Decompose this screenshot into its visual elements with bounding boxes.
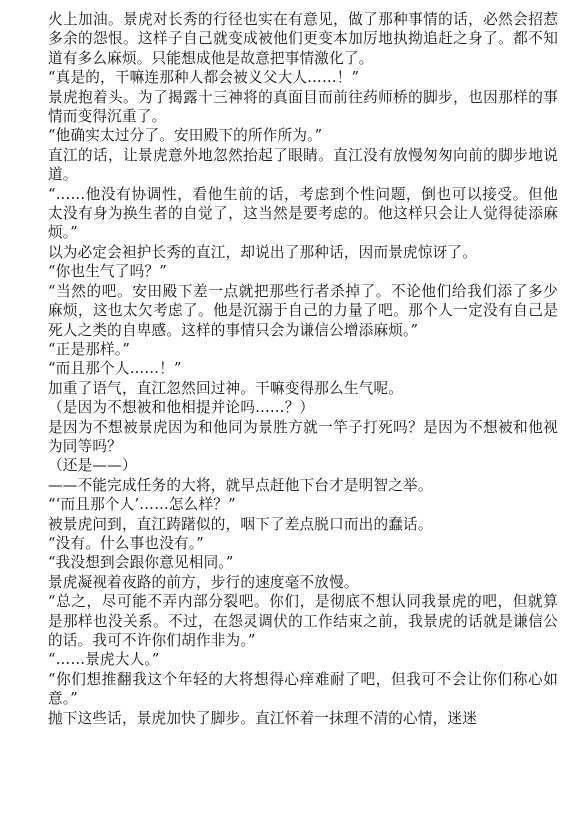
- paragraph-10: “正是那样。”: [48, 340, 130, 358]
- paragraph-2: “真是的，干嘛连那种人都会被义父大人……！”: [48, 69, 360, 87]
- paragraph-13: （是因为不想被和他相提并论吗……？）: [48, 399, 315, 417]
- paragraph-23: “……景虎大人。”: [48, 651, 160, 669]
- paragraph-12: 加重了语气，直江忽然回过神。干嘛变得那么生气呢。: [48, 379, 404, 397]
- paragraph-16: ——不能完成任务的大将，就早点赶他下台才是明智之举。: [48, 476, 433, 494]
- paragraph-6: “……他没有协调性，看他生前的话，考虑到个性问题，倒也可以接受。但他太没有身为换生者的自觉了，这当然是要考虑的。他这样只会让人觉得徒添麻烦。”: [48, 185, 558, 242]
- paragraph-8: “你也生气了吗？”: [48, 263, 167, 281]
- document-page: [48, 10, 558, 728]
- paragraph-20: “我没想到会跟你意见相同。”: [48, 554, 234, 572]
- paragraph-17: “‘而且那个人’……怎么样？”: [48, 496, 236, 514]
- paragraph-9: “当然的吧。安田殿下差一点就把那些行者杀掉了。不论他们给我们添了多少麻烦，这也太欠考虑了。他是沉溺于自己的力量了吧。那个人一定没有自己是死人之类的自卑感。这样的事情只会为谦信公增添麻烦。”: [48, 282, 558, 339]
- paragraph-11: “而且那个人……！”: [48, 360, 182, 378]
- paragraph-14: 是因为不想被景虎因为和他同为景胜方就一竿子打死吗？是因为不想被和他视为同等吗？: [48, 418, 558, 455]
- paragraph-3: 景虎抱着头。为了揭露十三神将的真面目而前往药师桥的脚步，也因那样的事情而变得沉重了。: [48, 88, 558, 126]
- paragraph-7: 以为必定会袒护长秀的直江，却说出了那种话，因而景虎惊讶了。: [48, 243, 478, 261]
- paragraph-25: 抛下这些话，景虎加快了脚步。直江怀着一抹理不清的心情，迷迷: [48, 709, 478, 727]
- paragraph-21: 景虎凝视着夜路的前方，步行的速度毫不放慢。: [48, 573, 359, 591]
- paragraph-1: 火上加油。景虎对长秀的行径也实在有意见，做了那种事情的话，必然会招惹多余的怨恨。这样子自己就变成被他们更变本加厉地执拗追赶之身了。都不知道有多么麻烦。只能想成他是故意把事情激化了。: [48, 11, 558, 67]
- paragraph-5: 直江的话，让景虎意外地忽然抬起了眼睛。直江没有放慢匆匆向前的脚步地说道。: [48, 146, 558, 184]
- paragraph-19: “没有。什么事也没有。”: [48, 534, 204, 552]
- paragraph-22: “总之，尽可能不弄内部分裂吧。你们，是彻底不想认同我景虎的吧，但就算是那样也没关系。不过，在怨灵调伏的工作结束之前，我景虎的话就是谦信公的话。我可不许你们胡作非为。”: [48, 593, 558, 649]
- paragraph-15: （还是——）: [48, 457, 137, 475]
- paragraph-24: “你们想推翻我这个年轻的大将想得心痒难耐了吧，但我可不会让你们称心如意。”: [48, 670, 558, 708]
- paragraph-18: 被景虎问到，直江踌躇似的，咽下了差点脱口而出的蠢话。: [48, 515, 433, 533]
- paragraph-4: “他确实太过分了。安田殿下的所作所为。”: [48, 127, 323, 145]
